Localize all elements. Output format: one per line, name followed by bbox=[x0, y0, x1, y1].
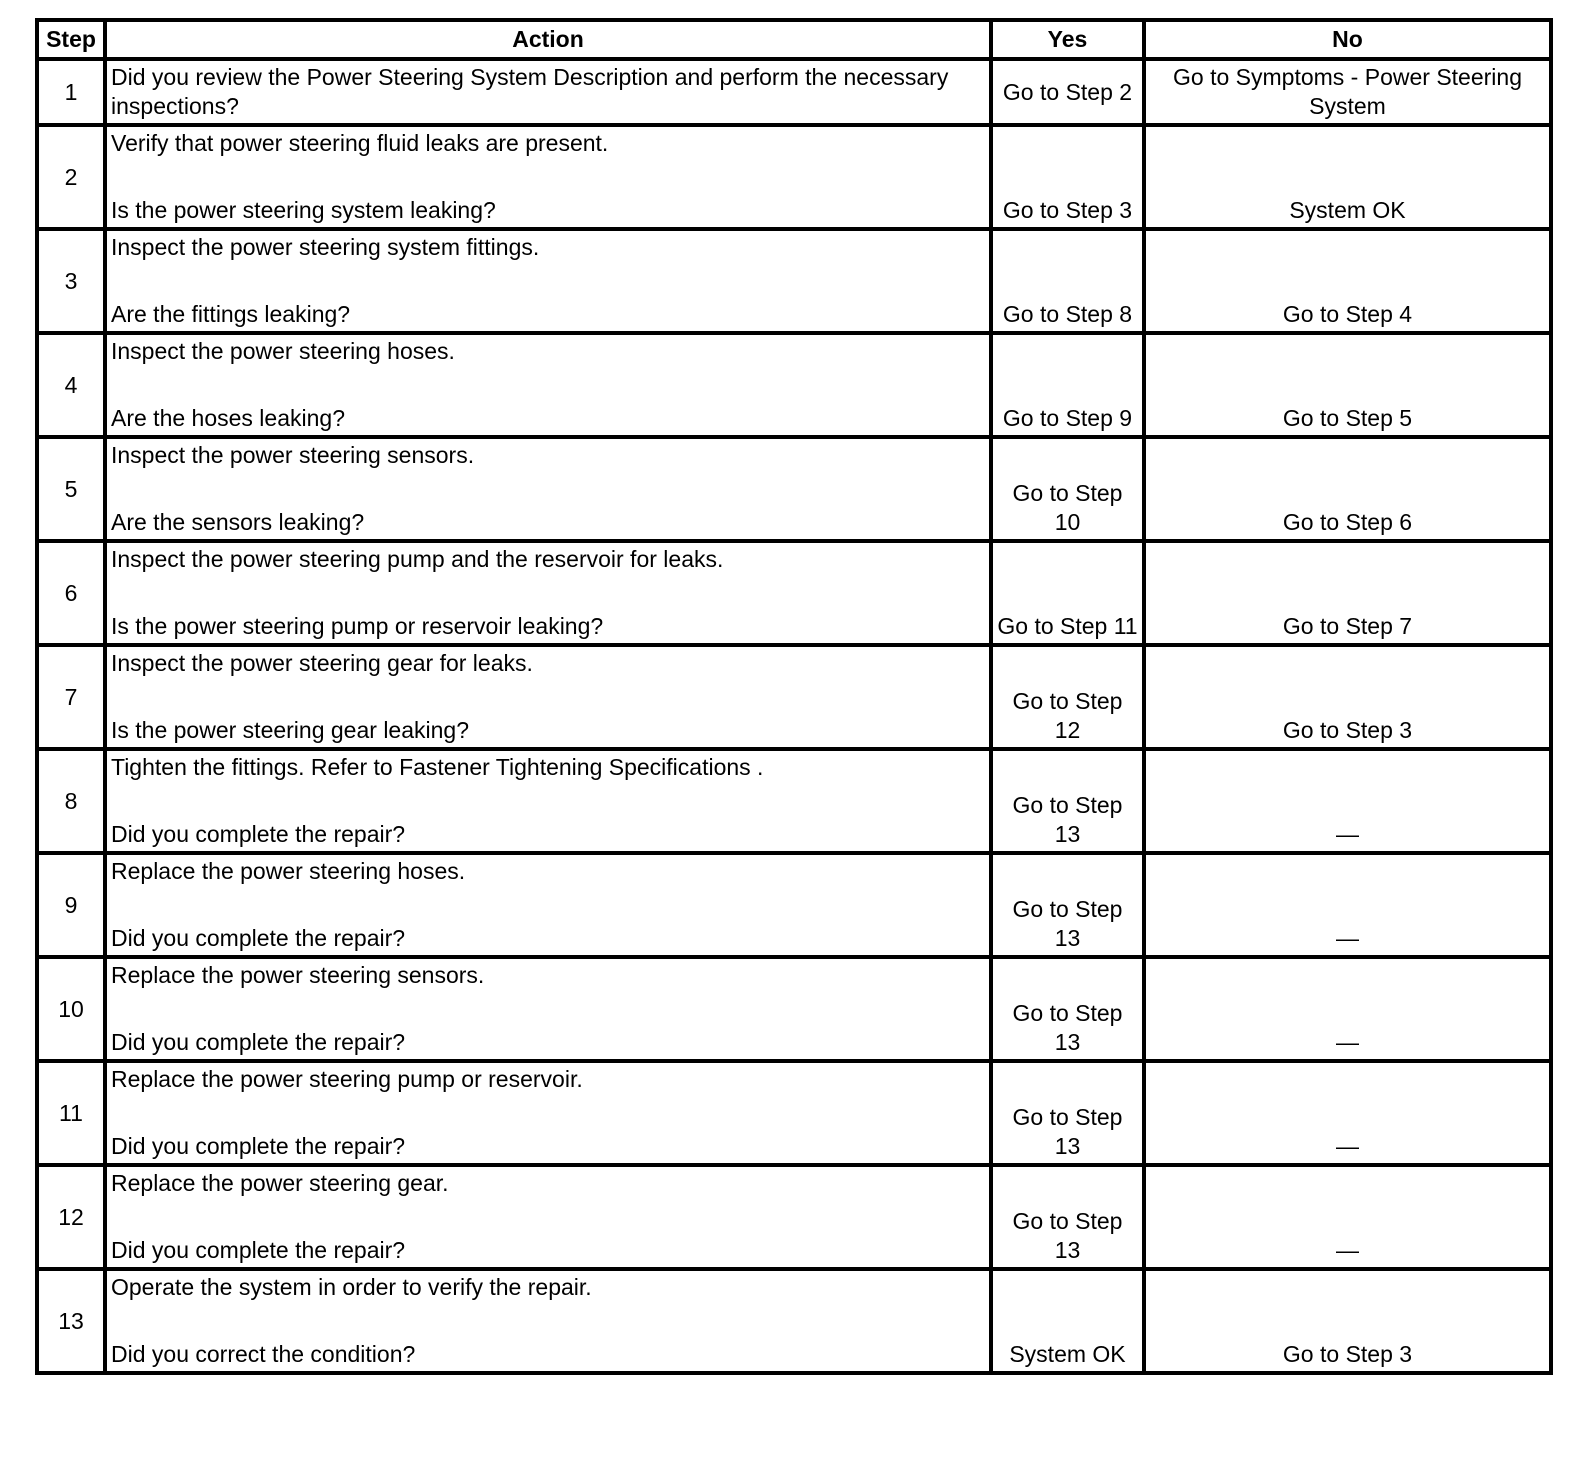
action-question: Is the power steering pump or reservoir leaking? bbox=[111, 613, 604, 639]
yes-cell bbox=[991, 645, 1144, 749]
no-result: — bbox=[1336, 1133, 1359, 1159]
no-cell bbox=[1144, 333, 1551, 437]
table-row bbox=[37, 1165, 1551, 1269]
yes-result: Go to Step 10 bbox=[1012, 480, 1123, 535]
no-cell bbox=[1144, 125, 1551, 229]
header-step: Step bbox=[37, 20, 105, 59]
yes-cell bbox=[991, 125, 1144, 229]
action-cell bbox=[105, 437, 991, 541]
yes-result: Go to Step 9 bbox=[1002, 405, 1133, 431]
yes-cell bbox=[991, 1165, 1144, 1269]
no-result: Go to Step 3 bbox=[1282, 1341, 1413, 1367]
yes-cell bbox=[991, 1061, 1144, 1165]
no-cell bbox=[1144, 437, 1551, 541]
table-row bbox=[37, 749, 1551, 853]
no-cell bbox=[1144, 229, 1551, 333]
no-result: Go to Symptoms - Power Steering System bbox=[1144, 59, 1551, 125]
yes-cell bbox=[991, 229, 1144, 333]
action-instruction: Inspect the power steering sensors. bbox=[111, 442, 475, 468]
table-row bbox=[37, 541, 1551, 645]
action-cell bbox=[105, 229, 991, 333]
no-cell bbox=[1144, 853, 1551, 957]
yes-result: Go to Step 13 bbox=[1012, 1208, 1123, 1263]
yes-result: Go to Step 3 bbox=[1002, 197, 1133, 223]
table-row bbox=[37, 1269, 1551, 1373]
action-text: Did you review the Power Steering System Description and perform the necessary inspections? bbox=[105, 59, 991, 125]
action-instruction: Inspect the power steering pump and the reservoir for leaks. bbox=[111, 546, 724, 572]
no-cell bbox=[1144, 957, 1551, 1061]
action-question: Did you complete the repair? bbox=[111, 1029, 406, 1055]
action-instruction: Inspect the power steering system fittings. bbox=[111, 234, 540, 260]
no-result: Go to Step 3 bbox=[1282, 717, 1413, 743]
action-question: Did you complete the repair? bbox=[111, 821, 406, 847]
no-result: — bbox=[1336, 821, 1359, 847]
table-row bbox=[37, 1061, 1551, 1165]
table-row bbox=[37, 437, 1551, 541]
table-row bbox=[37, 957, 1551, 1061]
no-cell bbox=[1144, 749, 1551, 853]
yes-cell bbox=[991, 333, 1144, 437]
action-question: Did you complete the repair? bbox=[111, 925, 406, 951]
no-cell bbox=[1144, 1269, 1551, 1373]
action-instruction: Verify that power steering fluid leaks are present. bbox=[111, 130, 609, 156]
header-action: Action bbox=[105, 20, 991, 59]
action-cell bbox=[105, 1165, 991, 1269]
action-cell bbox=[105, 333, 991, 437]
no-result: — bbox=[1336, 1029, 1359, 1055]
diagnostic-table bbox=[35, 18, 1553, 1375]
table-row bbox=[37, 333, 1551, 437]
yes-result: Go to Step 2 bbox=[991, 59, 1144, 125]
yes-result: Go to Step 13 bbox=[1012, 792, 1123, 847]
action-question: Are the fittings leaking? bbox=[111, 301, 351, 327]
no-cell bbox=[1144, 645, 1551, 749]
action-question: Did you complete the repair? bbox=[111, 1237, 406, 1263]
header-yes: Yes bbox=[991, 20, 1144, 59]
no-result: Go to Step 7 bbox=[1282, 613, 1413, 639]
no-cell bbox=[1144, 1061, 1551, 1165]
header-row bbox=[37, 20, 1551, 59]
action-question: Is the power steering system leaking? bbox=[111, 197, 496, 223]
no-cell bbox=[1144, 541, 1551, 645]
action-instruction: Inspect the power steering gear for leaks. bbox=[111, 650, 533, 676]
yes-cell bbox=[991, 1269, 1144, 1373]
step-number: 1 bbox=[37, 59, 105, 125]
action-cell bbox=[105, 1061, 991, 1165]
no-cell bbox=[1144, 1165, 1551, 1269]
yes-result: System OK bbox=[1009, 1341, 1126, 1367]
yes-result: Go to Step 13 bbox=[1012, 1000, 1123, 1055]
header-no: No bbox=[1144, 20, 1551, 59]
no-result: Go to Step 5 bbox=[1282, 405, 1413, 431]
action-cell bbox=[105, 853, 991, 957]
yes-result: Go to Step 11 bbox=[997, 613, 1138, 639]
table-row bbox=[37, 125, 1551, 229]
no-result: System OK bbox=[1289, 197, 1406, 223]
action-instruction: Inspect the power steering hoses. bbox=[111, 338, 455, 364]
action-instruction: Replace the power steering sensors. bbox=[111, 962, 485, 988]
action-cell bbox=[105, 957, 991, 1061]
table-row bbox=[37, 229, 1551, 333]
action-question: Did you correct the condition? bbox=[111, 1341, 416, 1367]
step-number: 7 bbox=[37, 645, 105, 749]
yes-cell bbox=[991, 541, 1144, 645]
yes-result: Go to Step 13 bbox=[1012, 896, 1123, 951]
step-number: 3 bbox=[37, 229, 105, 333]
yes-result: Go to Step 8 bbox=[1002, 301, 1133, 327]
action-cell bbox=[105, 749, 991, 853]
action-cell bbox=[105, 645, 991, 749]
step-number: 2 bbox=[37, 125, 105, 229]
action-question: Are the sensors leaking? bbox=[111, 509, 365, 535]
action-cell bbox=[105, 1269, 991, 1373]
step-number: 13 bbox=[37, 1269, 105, 1373]
action-question: Did you complete the repair? bbox=[111, 1133, 406, 1159]
action-instruction: Tighten the fittings. Refer to Fastener Tightening Specifications . bbox=[111, 754, 764, 780]
yes-cell bbox=[991, 437, 1144, 541]
no-result: — bbox=[1336, 925, 1359, 951]
no-result: Go to Step 4 bbox=[1282, 301, 1413, 327]
table-row bbox=[37, 59, 1551, 125]
yes-cell bbox=[991, 957, 1144, 1061]
no-result: Go to Step 6 bbox=[1282, 509, 1413, 535]
step-number: 12 bbox=[37, 1165, 105, 1269]
action-instruction: Replace the power steering hoses. bbox=[111, 858, 466, 884]
action-instruction: Replace the power steering gear. bbox=[111, 1170, 449, 1196]
step-number: 10 bbox=[37, 957, 105, 1061]
yes-result: Go to Step 13 bbox=[1012, 1104, 1123, 1159]
no-result: — bbox=[1336, 1237, 1359, 1263]
yes-result: Go to Step 12 bbox=[1012, 688, 1123, 743]
table-row bbox=[37, 853, 1551, 957]
table-row bbox=[37, 645, 1551, 749]
action-instruction: Operate the system in order to verify the repair. bbox=[111, 1274, 592, 1300]
action-instruction: Replace the power steering pump or reservoir. bbox=[111, 1066, 583, 1092]
action-question: Are the hoses leaking? bbox=[111, 405, 345, 431]
step-number: 5 bbox=[37, 437, 105, 541]
step-rows bbox=[37, 125, 1551, 1373]
step-number: 8 bbox=[37, 749, 105, 853]
yes-cell bbox=[991, 853, 1144, 957]
step-number: 11 bbox=[37, 1061, 105, 1165]
action-cell bbox=[105, 125, 991, 229]
yes-cell bbox=[991, 749, 1144, 853]
step-number: 9 bbox=[37, 853, 105, 957]
step-number: 4 bbox=[37, 333, 105, 437]
action-question: Is the power steering gear leaking? bbox=[111, 717, 469, 743]
action-cell bbox=[105, 541, 991, 645]
step-number: 6 bbox=[37, 541, 105, 645]
